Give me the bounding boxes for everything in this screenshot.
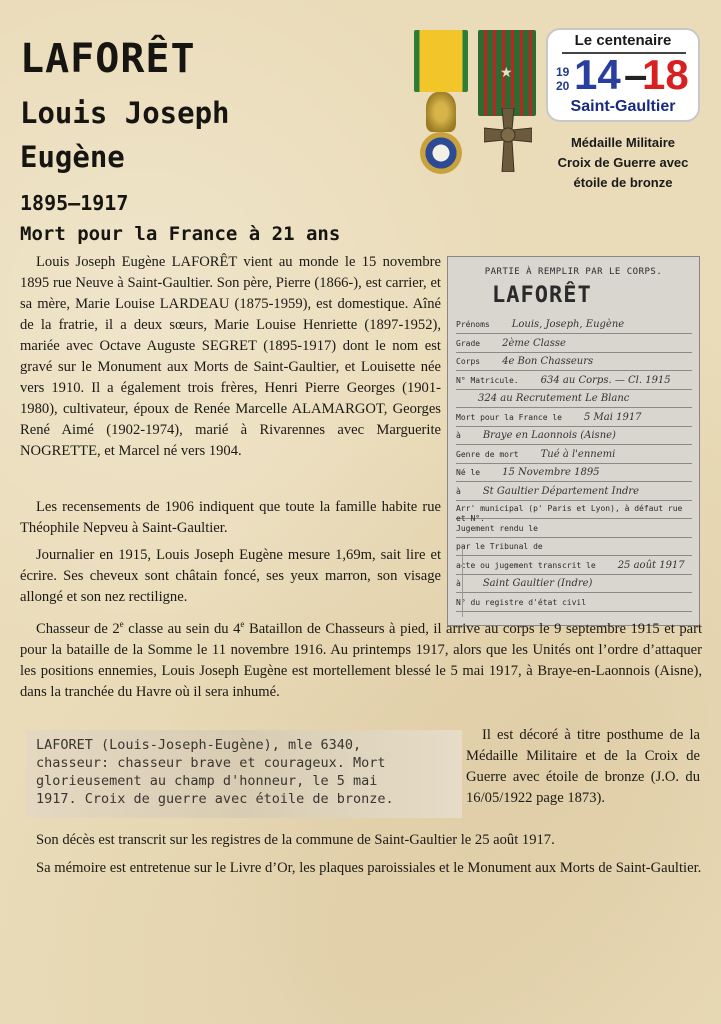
medal-caption: Médaille Militaire Croix de Guerre avec étoile de bronze — [557, 135, 689, 190]
card-row: Corps 4e Bon Chasseurs — [456, 356, 692, 371]
card-row: Grade 2ème Classe — [456, 338, 692, 353]
logo-century: 19 20 — [556, 65, 570, 93]
logo-place: Saint-Gaultier — [570, 98, 676, 115]
card-row: N° Matricule. 634 au Corps. — Cl. 1915 — [456, 375, 692, 390]
card-row: Arr' municipal (p' Paris et Lyon), à défaut rue et N°. — [456, 504, 692, 519]
medaille-militaire-eagle — [426, 92, 456, 132]
paragraph-transcription: Son décès est transcrit sur les registres de la commune de Saint-Gaultier le 25 août 1917. — [36, 832, 555, 848]
card-row: Genre de mort Tué à l'ennemi — [456, 449, 692, 464]
logo-year-start: 14 — [574, 51, 621, 98]
card-row: à St Gaultier Département Indre — [456, 486, 692, 501]
paragraph-biography: Louis Joseph Eugène LAFORÊT vient au monde le 15 novembre 1895 rue Neuve à Saint-Gaultier. Son père, Pierre (1866-), est carrier, et sa mère, Marie Louise LARDEAU (1875-1959), est domestique. Aîné de la fratrie, il a deux sœurs, Marie Louise Henriette (1897-1952), mariée avec Octave Auguste SEGRET (1895-1917) dont le nom est gravé sur le Monument aux Morts de Saint-Gaultier, et Louisette née vers 1910. Il a également trois frères, Henri Pierre Georges (1901-1980), cultivateur, époux de Renée Marcelle ALAMARGOT, Georges René Aimé (1902-1974), marié à Rivarennes avec Marguerite NOGRETTE, et Marcel né vers 1904. — [20, 254, 441, 459]
given-names-line-2: Eugène — [20, 140, 125, 174]
given-names-line-1: Louis Joseph — [20, 96, 230, 130]
medaille-militaire-medal-icon — [420, 132, 462, 174]
paragraph-census: Les recensements de 1906 indiquent que toute la famille habite rue Théophile Nepveu à Saint-Gaultier. — [20, 499, 441, 536]
card-row: Mort pour la France le 5 Mai 1917 — [456, 412, 692, 427]
logo-year-end: 18 — [642, 51, 689, 98]
card-name: LAFORÊT — [492, 283, 592, 308]
logo-dash: – — [624, 51, 648, 98]
paragraph-service: Chasseur de 2e classe au sein du 4e Bataillon de Chasseurs à pied, il arrive au corps le 9 septembre 1915 et part pour la bataille de la Somme le 11 novembre 1916. Au printemps 1917, alors que les Unités ont l’ordre d’attaquer les positions ennemies, Louis Joseph Eugène est mortellement blessé le 5 mai 1917, à Braye-en-Laonnois (Aisne), dans la tranchée du Havre où il sera inhumé. — [20, 619, 703, 700]
card-row: Né le 15 Novembre 1895 — [456, 467, 692, 482]
croix-de-guerre-cross-icon — [484, 108, 532, 172]
paragraph-description: Journalier en 1915, Louis Joseph Eugène mesure 1,69m, sait lire et écrire. Ses cheveux sont châtain foncé, ses yeux marron, son visage allongé et son nez rectiligne. — [20, 547, 441, 605]
card-row: Prénoms Louis, Joseph, Eugène — [456, 319, 692, 334]
card-row: par le Tribunal de — [456, 541, 692, 556]
card-side-column — [450, 547, 463, 617]
newspaper-clipping: LAFORET (Louis-Joseph-Eugène), mle 6340, chasseur: chasseur brave et courageux. Mort glorieusement au champ d'honneur, le 5 mai 1917. Croix de guerre avec étoile de bronze. — [26, 730, 462, 818]
card-row: Jugement rendu le — [456, 523, 692, 538]
medaille-militaire-ribbon — [414, 30, 468, 92]
logo-top-text: Le centenaire — [574, 32, 672, 49]
card-heading: PARTIE À REMPLIR PAR LE CORPS. — [484, 267, 663, 277]
paragraph-decoration: Il est décoré à titre posthume de la Médaille Militaire et de la Croix de Guerre avec étoile de bronze (J.O. du 16/05/1922 page 1873). — [466, 727, 700, 806]
life-dates: 1895–1917 — [20, 191, 129, 215]
surname-title: LAFORÊT — [20, 36, 196, 82]
centenaire-logo — [546, 28, 700, 122]
card-row: N° du registre d'état civil — [456, 597, 692, 612]
card-row: à Saint Gaultier (Indre) — [456, 578, 692, 593]
paragraph-memory: Sa mémoire est entretenue sur le Livre d’Or, les plaques paroissiales et le Monument aux Morts de Saint-Gaultier. — [36, 860, 702, 876]
card-row: à Braye en Laonnois (Aisne) — [456, 430, 692, 445]
bronze-star-icon: ★ — [500, 66, 513, 81]
card-row: acte ou jugement transcrit le 25 août 1917 — [456, 560, 692, 575]
subtitle: Mort pour la France à 21 ans — [20, 223, 341, 245]
death-record-card — [447, 256, 700, 626]
card-row: 324 au Recrutement Le Blanc — [456, 393, 692, 408]
